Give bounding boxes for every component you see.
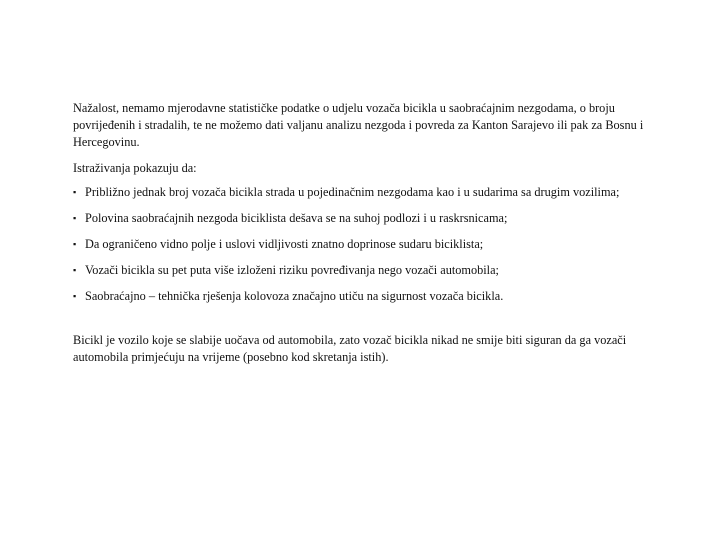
list-item-text: Polovina saobraćajnih nezgoda biciklista dešava se na suhoj podlozi i u raskrsnicama; — [85, 211, 508, 225]
bullet-icon: ▪ — [73, 213, 77, 223]
list-item — [73, 288, 673, 305]
list-item — [73, 262, 673, 279]
list-item — [73, 184, 673, 201]
list-item — [73, 210, 673, 227]
bullet-icon: ▪ — [73, 291, 77, 301]
document-body — [73, 100, 673, 366]
bullet-icon: ▪ — [73, 239, 77, 249]
list-item — [73, 236, 673, 253]
findings-list — [73, 184, 673, 305]
bullet-icon: ▪ — [73, 187, 77, 197]
list-item-text: Saobraćajno – tehnička rješenja kolovoza značajno utiču na sigurnost vozača bicikla. — [85, 289, 504, 303]
lead-paragraph: Istraživanja pokazuju da: — [73, 161, 197, 175]
list-item-text: Približno jednak broj vozača bicikla strada u pojedinačnim nezgodama kao i u sudarima sa drugim vozilima; — [85, 185, 620, 199]
list-item-text: Vozači bicikla su pet puta više izloženi riziku povređivanja nego vozači automobila; — [85, 263, 499, 277]
intro-paragraph: Nažalost, nemamo mjerodavne statističke podatke o udjelu vozača bicikla u saobraćajnim nezgodama, o broju povrijeđenih i stradalih, te ne možemo dati valjanu analizu nezgoda i povreda za Kanton Sarajevo ili pak za Bosnu i Hercegovinu. — [73, 101, 644, 149]
bullet-icon: ▪ — [73, 265, 77, 275]
closing-paragraph: Bicikl je vozilo koje se slabije uočava od automobila, zato vozač bicikla nikad ne smije biti siguran da ga vozači automobila primjećuju na vrijeme (posebno kod skretanja istih). — [73, 333, 627, 364]
list-item-text: Da ograničeno vidno polje i uslovi vidljivosti znatno doprinose sudaru biciklista; — [85, 237, 484, 251]
